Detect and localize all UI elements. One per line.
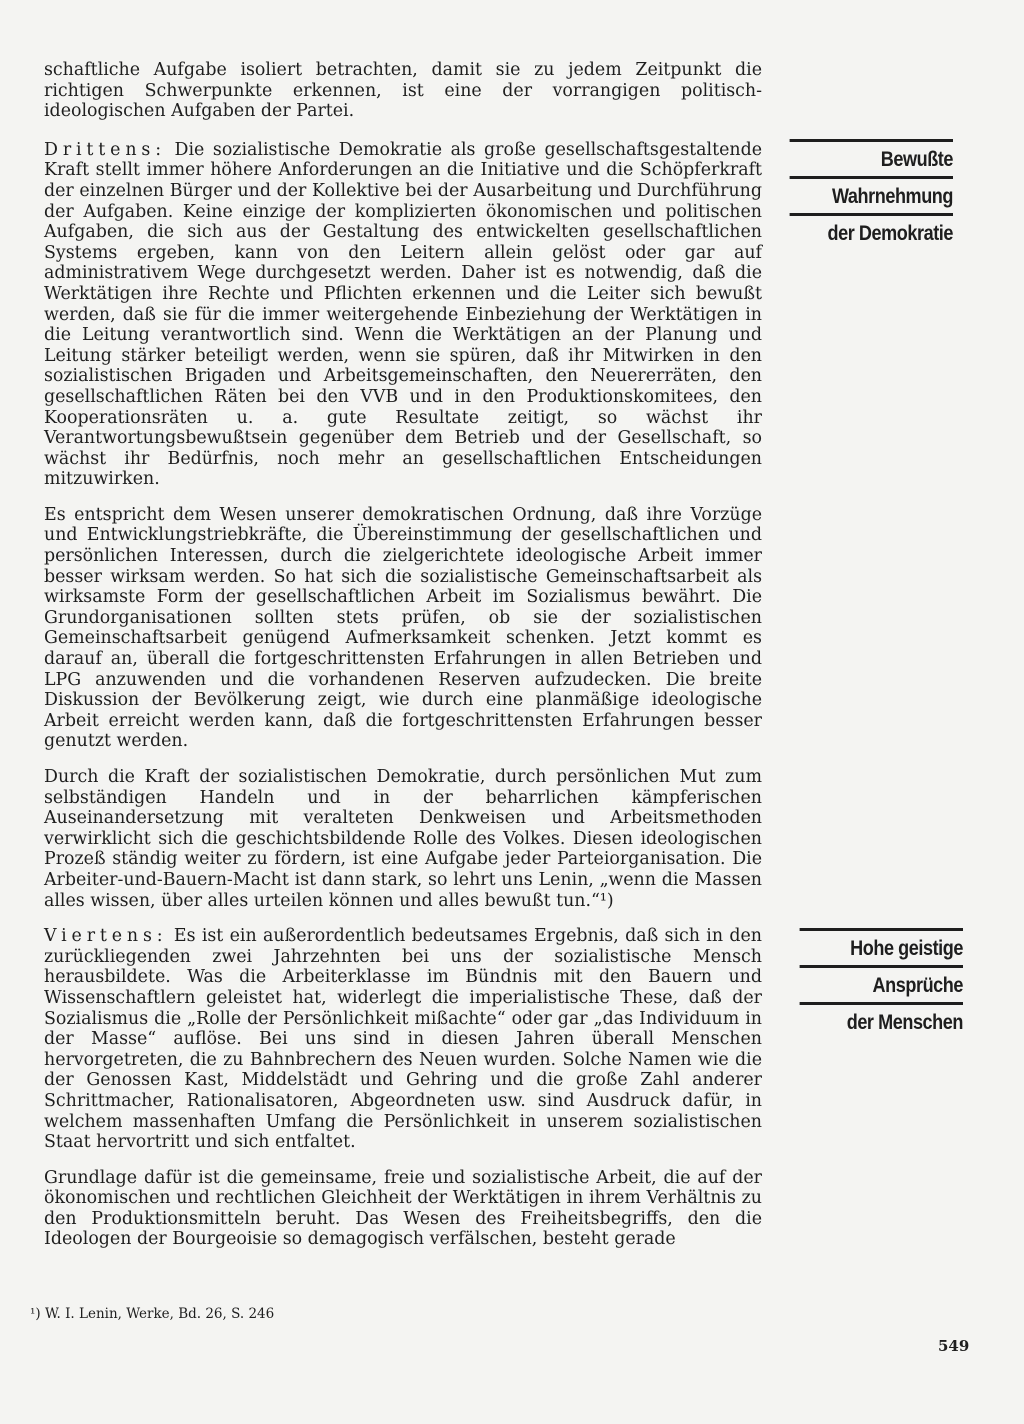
paragraph-text: Die sozialistische Demokratie als große gesellschaftsgestaltende Kraft stellt immer höhere Anforderungen an die Initiative und die Schöpferkraft der einzelnen Bürger und der Kollektive bei der Ausarbeitung und Durchführung der Aufgaben. Keine einzige der komplizierten ökonomischen und politischen Aufgaben, die sich aus der Gestaltung des entwickelten gesellschaftlichen Systems ergeben, kann von den Leitern allein gelöst oder gar auf administrativem Wege durchgesetzt werden. Daher ist es notwendig, daß die Werktätigen ihre Rechte und Pflichten erkennen und die Leiter sich bewußt werden, daß sie für die immer weitergehende Einbeziehung der Werktätigen in die Leitung verantwortlich sind. Wenn die Werktätigen an der Planung und Leitung stärker beteiligt werden, wenn sie spüren, daß ihr Mitwirken in den sozialistischen Brigaden und Arbeitsgemeinschaften, den Neuererräten, den gesellschaftlichen Räten bei den VVB und in den Produktionskomitees, den Kooperationsräten u. a. gute Resultate zeitigt, so wächst ihr Verantwortungsbewußtsein gegenüber dem Betrieb und der Gesellschaft, so wächst ihr Bedürfnis, noch mehr an gesellschaftlichen Entscheidungen mitzuwirken.: [44, 139, 762, 490]
paragraph-text: Es entspricht dem Wesen unserer demokratischen Ordnung, daß ihre Vorzüge und Entwicklungstriebkräfte, die Übereinstimmung der gesellschaftlichen und persönlichen Interessen, durch die zielgerichtete ideologische Arbeit immer besser wirksam werden. So hat sich die sozialistische Gemeinschaftsarbeit als wirksamste Form der gesellschaftlichen Arbeit im Sozialismus bewährt. Die Grundorganisationen sollten stets prüfen, ob sie der sozialistischen Gemeinschaftsarbeit genügend Aufmerksamkeit schenken. Jetzt kommt es darauf an, überall die fortgeschrittensten Erfahrungen in allen Betrieben und LPG anzuwenden und die vorhandenen Reserven aufzudecken. Die breite Diskussion der Bevölkerung zeigt, wie durch eine planmäßige ideologische Arbeit erreicht werden kann, daß die fortgeschrittensten Erfahrungen besser genutzt werden.: [44, 504, 762, 752]
paragraph: [44, 60, 762, 122]
paragraph: [44, 1168, 762, 1250]
margin-note-line: der Menschen: [800, 1002, 963, 1039]
margin-note-democracy: [790, 139, 953, 250]
section-lead: Viertens:: [44, 926, 168, 947]
section-lead: Drittens:: [44, 139, 166, 160]
paragraph-text: Es ist ein außerordentlich bedeutsames Ergebnis, daß sich in den zurückliegenden zwei Jahrzehnten bei uns der sozialistische Mensch herausbildete. Was die Arbeiterklasse im Bündnis mit den Bauern und Wissenschaftlern geleistet hat, widerlegt die imperialistische These, daß der Sozialismus die „Rolle der Persönlichkeit mißachte“ oder gar „das Individuum in der Masse“ auflöse. Bei uns sind in diesen Jahren überall Menschen hervorgetreten, die zu Bahnbrechern des Neuen wurden. Solche Namen wie die der Genossen Kast, Middelstädt und Gehring und die große Zahl anderer Schrittmacher, Rationalisatoren, Abgeordneten usw. sind Ausdruck dafür, in welchem massenhaften Umfang die Persönlichkeit in unserem sozialistischen Staat hervortritt und sich entfaltet.: [44, 926, 762, 1153]
margin-note-line: Ansprüche: [800, 965, 963, 1002]
footnote: ¹) W. I. Lenin, Werke, Bd. 26, S. 246: [30, 1306, 275, 1322]
paragraph: [44, 140, 762, 490]
margin-note-line: Wahrnehmung: [790, 176, 953, 213]
body-text: [44, 60, 762, 1265]
paragraph-text: Durch die Kraft der sozialistischen Demokratie, durch persönlichen Mut zum selbständigen Handeln und in der beharrlichen kämpferischen Auseinandersetzung mit veralteten Denkweisen und Arbeitsmethoden verwirklicht sich die geschichtsbildende Rolle des Volkes. Diesen ideologischen Prozeß ständig weiter zu fördern, ist eine Aufgabe jeder Parteiorganisation. Die Arbeiter-und-Bauern-Macht ist dann stark, so lehrt uns Lenin, „wenn die Massen alles wissen, über alles urteilen können und alles bewußt tun.“¹): [44, 767, 762, 911]
paragraph: [44, 926, 762, 1153]
paragraph: [44, 505, 762, 752]
page-number: 549: [938, 1337, 970, 1355]
paragraph-text: Grundlage dafür ist die gemeinsame, freie und sozialistische Arbeit, die auf der ökonomischen und rechtlichen Gleichheit der Werktätigen in ihrem Verhältnis zu den Produktionsmitteln beruht. Das Wesen des Freiheitsbegriffs, den die Ideologen der Bourgeoisie so demagogisch verfälschen, besteht gerade: [44, 1167, 762, 1250]
margin-note-line: Bewußte: [790, 139, 953, 176]
margin-note-line: Hohe geistige: [800, 928, 963, 965]
margin-note-demands: [800, 928, 963, 1039]
paragraph: [44, 767, 762, 911]
paragraph-text: schaftliche Aufgabe isoliert betrachten, damit sie zu jedem Zeitpunkt die richtigen Schwerpunkte erkennen, ist eine der vorrangigen politisch-ideologischen Aufgaben der Partei.: [44, 60, 762, 122]
margin-note-line: der Demokratie: [790, 213, 953, 250]
